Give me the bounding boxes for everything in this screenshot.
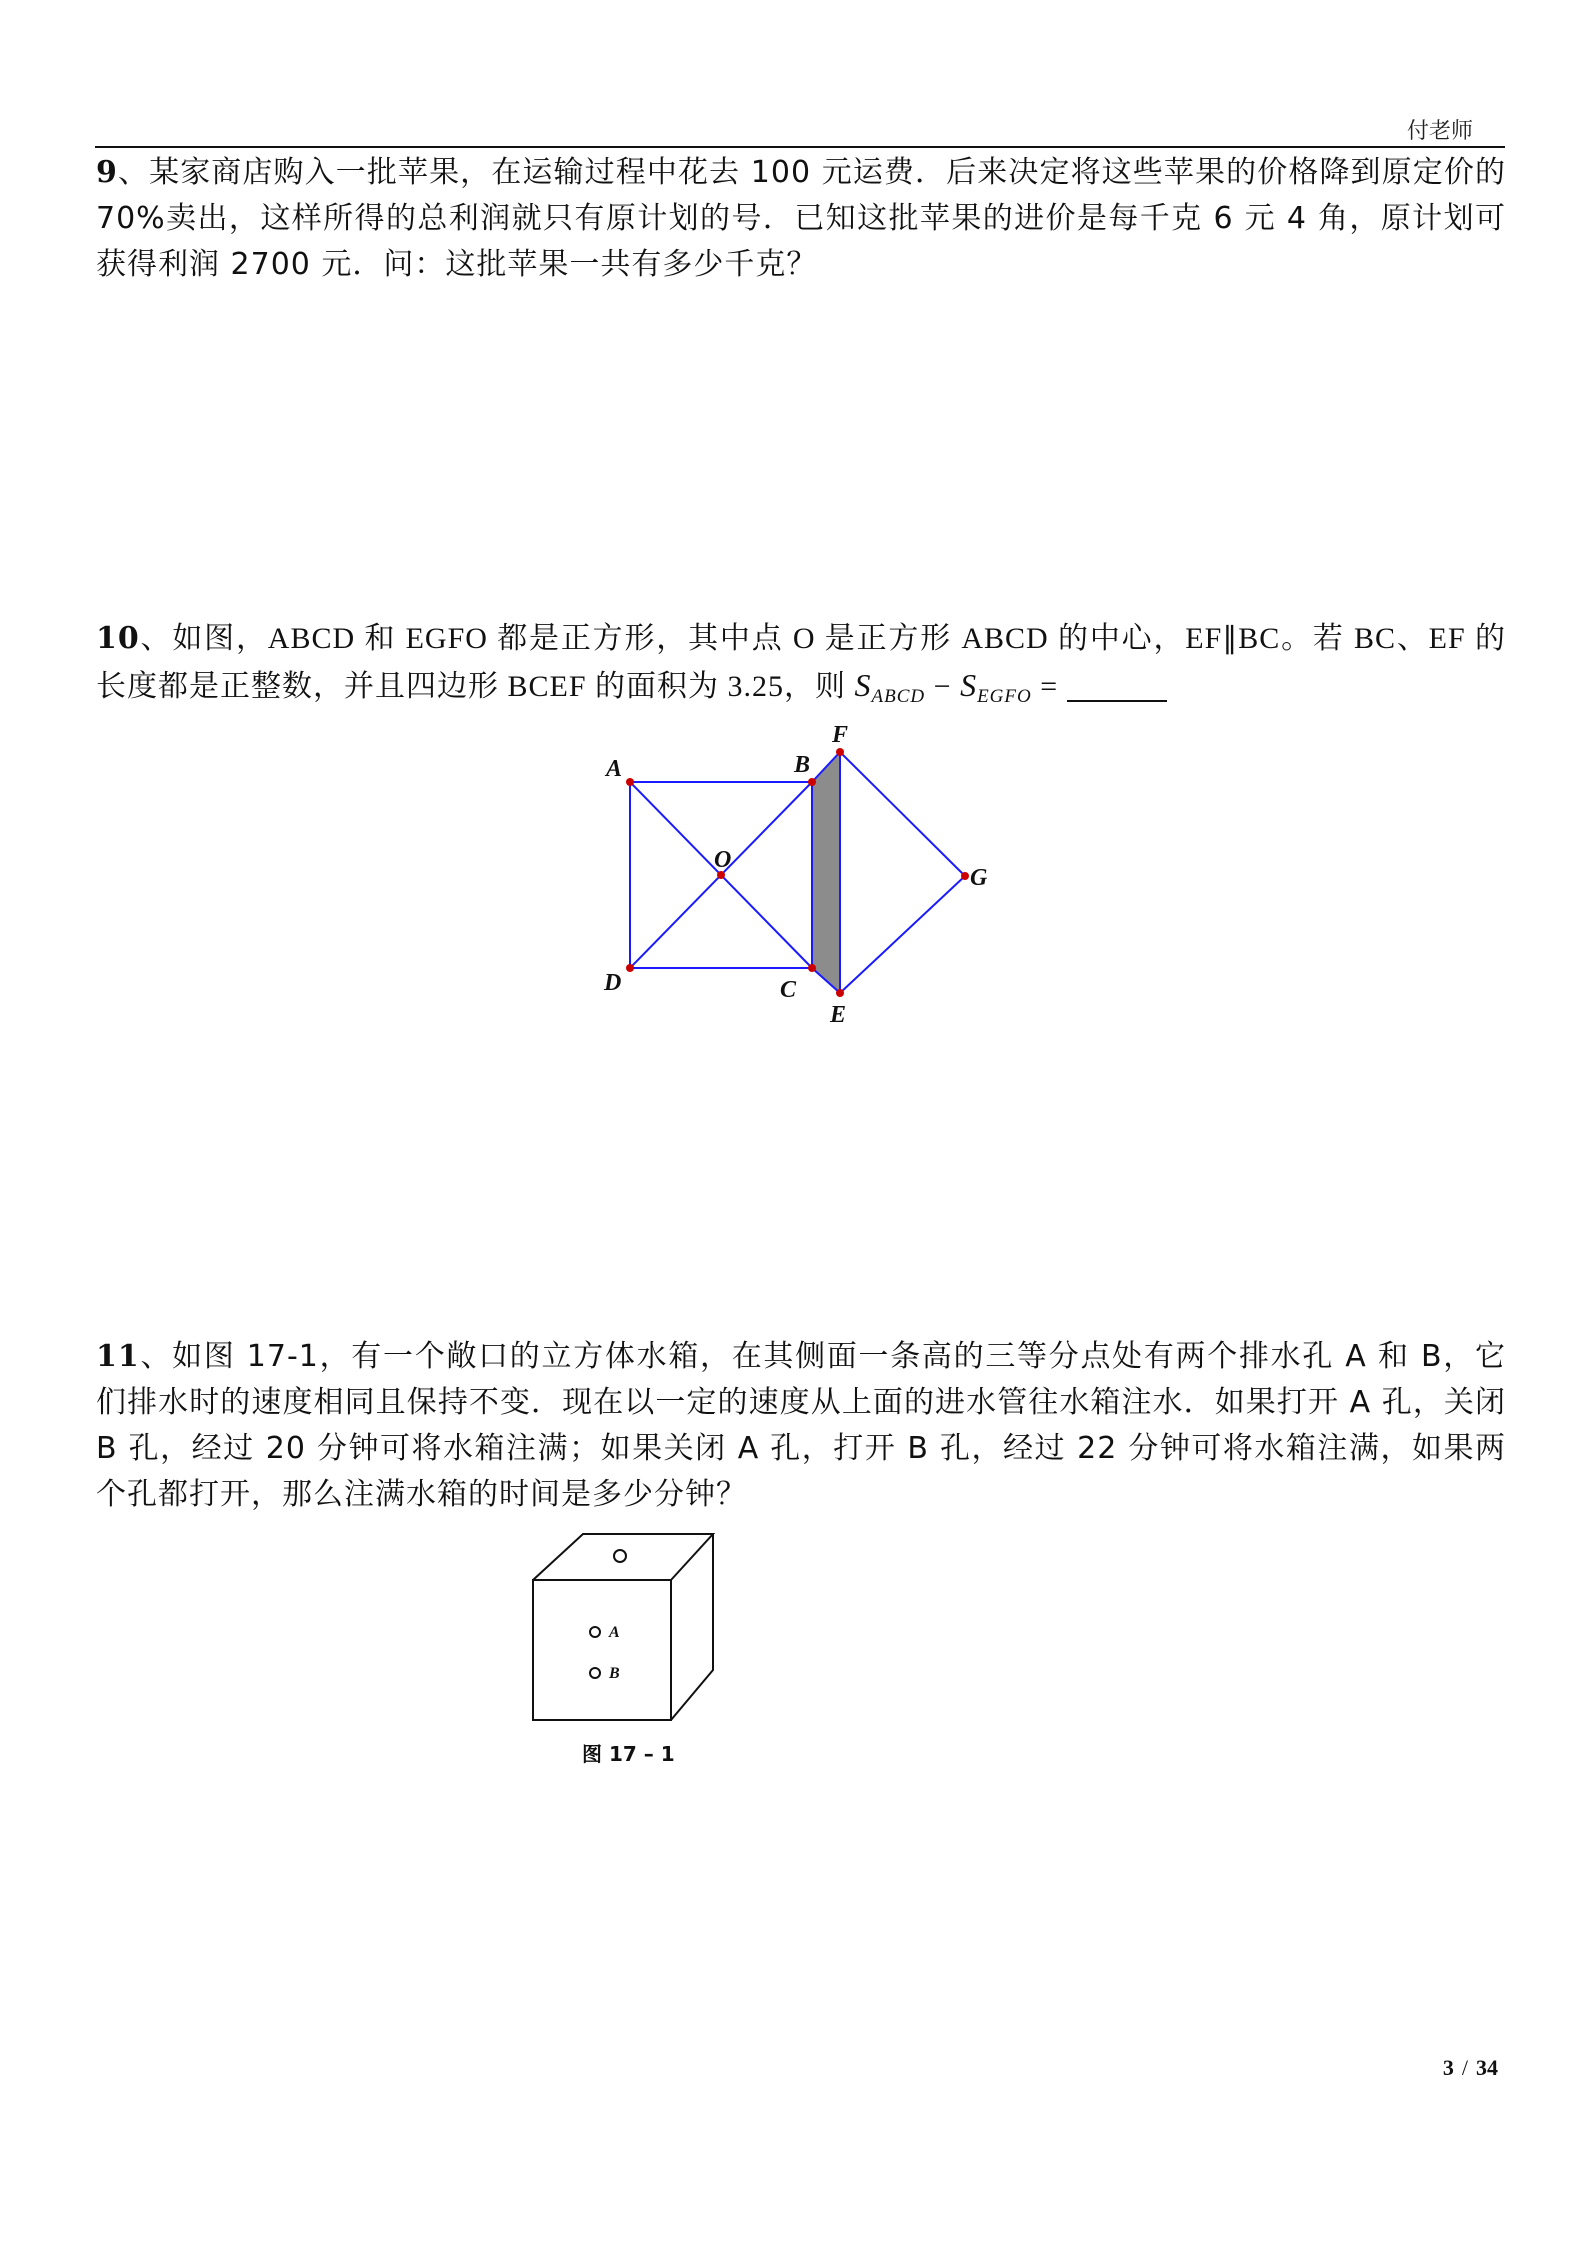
problem-9 <box>96 150 1506 288</box>
hole-a-icon <box>590 1627 600 1637</box>
point-b <box>808 778 816 786</box>
problem-11 <box>96 1334 1506 1518</box>
cube-front-face <box>533 1580 671 1720</box>
point-f <box>836 748 844 756</box>
problem-11-text: 、如图 17-1，有一个敞口的立方体水箱，在其侧面一条高的三等分点处有两个排水孔 A 和 B，它们排水时的速度相同且保持不变．现在以一定的速度从上面的进水管往水箱注水．如果打开 A 孔，关闭 B 孔，经过 20 分钟可将水箱注满；如果关闭 A 孔，打开 B 孔，经过 22 分钟可将水箱注满，如果两个孔都打开，那么注满水箱的时间是多少分钟？ <box>96 1339 1506 1512</box>
label-b: B <box>794 752 811 778</box>
point-c <box>808 964 816 972</box>
s-abcd-symbol: S <box>854 667 872 703</box>
problem-10 <box>96 616 1506 720</box>
label-g: G <box>970 865 988 891</box>
square-egfo-edges <box>840 752 965 993</box>
shaded-quadrilateral-bcef <box>812 752 840 993</box>
problem-11-number: 11 <box>96 1339 140 1374</box>
cube-side-face <box>671 1534 713 1720</box>
point-d <box>626 964 634 972</box>
point-a <box>626 778 634 786</box>
water-tank-cube-figure <box>525 1520 725 1730</box>
figure-17-1-caption: 图 17 – 1 <box>582 1742 675 1766</box>
s-egfo-symbol: S <box>960 667 978 703</box>
page-separator: / <box>1461 2055 1468 2080</box>
page-number <box>1443 2055 1498 2081</box>
problem-9-text: 、某家商店购入一批苹果，在运输过程中花去 100 元运费．后来决定将这些苹果的价格降到原定价的 70%卖出，这样所得的总利润就只有原计划的号．已知这批苹果的进价是每千克 6 元 4 角，原计划可获得利润 2700 元．问：这批苹果一共有多少千克？ <box>96 155 1506 282</box>
problem-10-number: 10 <box>96 621 140 656</box>
cube-top-face <box>533 1534 713 1580</box>
point-e <box>836 989 844 997</box>
s-egfo-subscript: EGFO <box>977 686 1032 707</box>
equals-sign: = <box>1040 670 1059 703</box>
point-g <box>961 872 969 880</box>
label-d: D <box>604 970 622 996</box>
inlet-pipe-icon <box>614 1550 626 1562</box>
square-diagram-figure <box>590 720 1010 1040</box>
total-pages: 34 <box>1476 2055 1498 2080</box>
problem-9-number: 9 <box>96 155 118 190</box>
label-a: A <box>606 756 623 782</box>
header-divider <box>95 146 1505 148</box>
label-o: O <box>714 847 732 873</box>
label-c: C <box>780 977 797 1003</box>
s-abcd-subscript: ABCD <box>871 686 926 707</box>
hole-a-label: A <box>609 1624 620 1641</box>
header-teacher-name: 付老师 <box>1406 119 1473 144</box>
label-f: F <box>832 722 849 748</box>
minus-sign: − <box>933 670 952 703</box>
label-e: E <box>830 1002 847 1028</box>
hole-b-label: B <box>609 1665 620 1682</box>
problem-10-text: 、如图，ABCD 和 EGFO 都是正方形，其中点 O 是正方形 ABCD 的中心，EF∥BC。若 BC、EF 的长度都是正整数，并且四边形 BCEF 的面积为 3.25，则 <box>96 622 1506 703</box>
current-page: 3 <box>1442 2055 1454 2080</box>
hole-b-icon <box>590 1668 600 1678</box>
answer-blank <box>1067 670 1167 702</box>
